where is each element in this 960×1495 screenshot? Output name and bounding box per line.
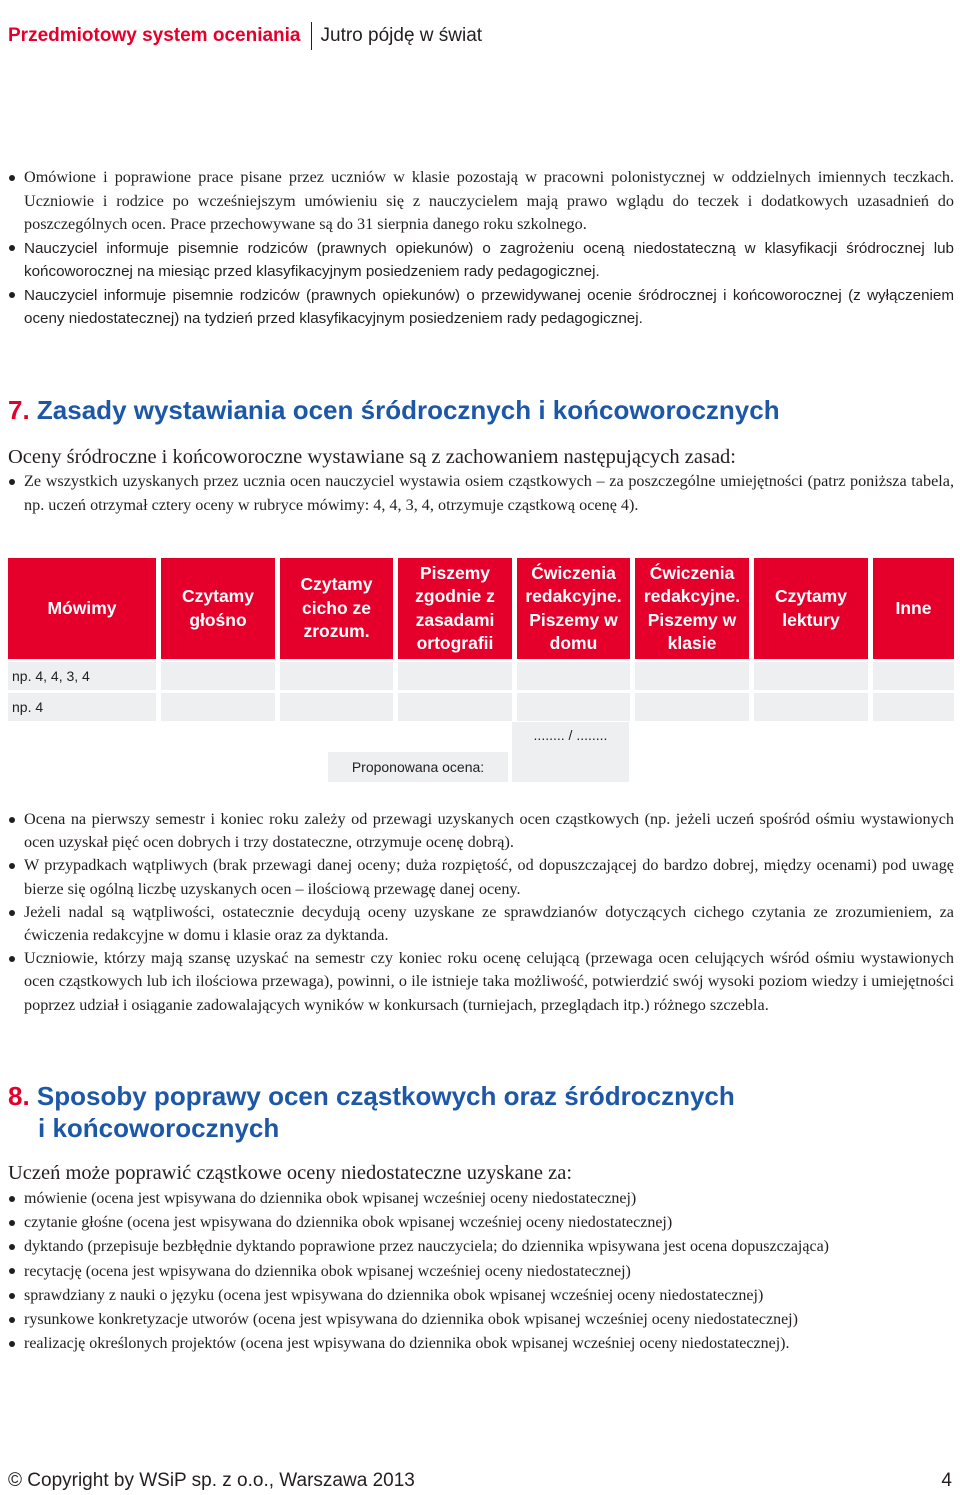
section-8-heading (8, 1080, 735, 1144)
list-item: W przypadkach wątpliwych (brak przewagi danej oceny; duża rozpiętość, od dopuszczającej do bardzo dobrej, między ocenami) pod uwagę bierze się ogólną liczbę uzyskanych ocen – ilościową przewagę danej oceny. (8, 854, 954, 900)
header-cell-piszemy-ortografia: Piszemy zgodnie z zasadami ortografii (398, 558, 512, 659)
table-cell (280, 662, 393, 690)
list-item: rysunkowe konkretyzacje utworów (ocena jest wpisywana do dziennika obok wpisanej wcześniej oceny niedostatecznej) (8, 1308, 954, 1332)
list-item: realizację określonych projektów (ocena jest wpisywana do dziennika obok wpisanej wcześniej oceny niedostatecznej). (8, 1332, 954, 1356)
list-item: Nauczyciel informuje pisemnie rodziców (prawnych opiekunów) o przewidywanej ocenie śródrocznej i końcoworocznej (z wyłączeniem oceny niedostatecznej) na tydzień przed klasyfikacyjnym posiedzeniem rady pedagogicznej. (8, 284, 954, 331)
header-cell-czytamy-glosno: Czytamy głośno (161, 558, 275, 659)
section-7-lead: Oceny śródroczne i końcoworoczne wystawiane są z zachowaniem następujących zasad: (8, 446, 737, 468)
table-cell (635, 693, 749, 721)
section-8-number: 8. (8, 1081, 30, 1111)
proposed-grade-value: ........ / ........ (512, 722, 629, 782)
section-7-intro-list (8, 470, 954, 518)
table-cell (280, 693, 393, 721)
table-row (8, 662, 954, 690)
copyright-footer: © Copyright by WSiP sp. z o.o., Warszawa 2013 (8, 1470, 415, 1491)
list-item: dyktando (przepisuje bezbłędnie dyktando poprawione przez nauczyciela; do dziennika wpisywana jest ocena dopuszczająca) (8, 1235, 954, 1259)
list-item: recytację (ocena jest wpisywana do dziennika obok wpisanej wcześniej oceny niedostatecznej) (8, 1260, 954, 1284)
page-number: 4 (941, 1470, 952, 1491)
page-header (8, 22, 482, 50)
list-item: Nauczyciel informuje pisemnie rodziców (prawnych opiekunów) o zagrożeniu oceną niedostateczną w klasyfikacji śródrocznej lub końcoworocznej na miesiąc przed klasyfikacyjnym posiedzeniem rady pedagogicznej. (8, 237, 954, 284)
header-cell-piszemy-w-klasie: Ćwiczenia redakcyjne. Piszemy w klasie (635, 558, 749, 659)
header-divider (311, 22, 312, 50)
list-item: czytanie głośne (ocena jest wpisywana do dziennika obok wpisanej wcześniej oceny niedostatecznej) (8, 1211, 954, 1235)
section-7-title: Zasady wystawiania ocen śródrocznych i końcoworocznych (36, 395, 780, 425)
list-item: Ocena na pierwszy semestr i koniec roku zależy od przewagi uzyskanych ocen cząstkowych (np. jeżeli uczeń spośród ośmiu wystawionych ocen uzyskał pięć ocen dobrych i trzy dostateczne, otrzymuje ocenę dobrą). (8, 808, 954, 854)
table-cell (635, 662, 749, 690)
header-title: Przedmiotowy system oceniania (8, 25, 301, 46)
section-8-lead: Uczeń może poprawić cząstkowe oceny niedostateczne uzyskane za: (8, 1162, 573, 1184)
table-cell (754, 662, 868, 690)
table-cell (398, 693, 512, 721)
table-cell (517, 662, 630, 690)
section-7-heading (8, 394, 780, 426)
list-item: Omówione i poprawione prace pisane przez uczniów w klasie pozostają w pracowni polonistycznej w oddzielnych imiennych teczkach. Uczniowie i rodzice po wcześniejszym umówieniu się z nauczycielem mają prawo wglądu do teczek i dodatkowych uzasadnień do poszczególnych ocen. Prace przechowywane są do 31 sierpnia danego roku szkolnego. (8, 166, 954, 237)
header-cell-lektury: Czytamy lektury (754, 558, 868, 659)
top-bullet-list (8, 166, 954, 331)
table-cell (873, 693, 954, 721)
table-cell (873, 662, 954, 690)
list-item: mówienie (ocena jest wpisywana do dziennika obok wpisanej wcześniej oceny niedostatecznej) (8, 1187, 954, 1211)
list-item: Ze wszystkich uzyskanych przez ucznia ocen nauczyciel wystawia osiem cząstkowych – za poszczególne umiejętności (patrz poniższa tabela, np. uczeń otrzymał cztery oceny w rubryce mówimy: 4, 4, 3, 4, otrzymuje cząstkową ocenę 4). (8, 470, 954, 518)
header-cell-czytamy-cicho: Czytamy cicho ze zrozum. (280, 558, 393, 659)
table-cell (754, 693, 868, 721)
proposed-grade-label: Proponowana ocena: (328, 752, 508, 782)
list-item: sprawdziany z nauki o języku (ocena jest wpisywana do dziennika obok wpisanej wcześniej oceny niedostatecznej) (8, 1284, 954, 1308)
header-cell-mowimy: Mówimy (8, 558, 156, 659)
list-item: Uczniowie, którzy mają szansę uzyskać na semestr czy koniec roku ocenę celującą (przewaga ocen celujących wśród ośmiu wystawionych ocen cząstkowych lub ich ilościowa przewaga), powinni, o ile istnieje taka możliwość, potwierdzić swój wysoki poziom wiedzy i umiejętności poprzez udział i osiąganie zadowalających wyników w konkursach (turniejach, przeglądach itp.) różnego szczebla. (8, 947, 954, 1017)
table-header-row (8, 558, 954, 659)
header-subtitle: Jutro pójdę w świat (320, 25, 483, 46)
section-8-list (8, 1187, 954, 1356)
section-8-title-line1: Sposoby poprawy ocen cząstkowych oraz śródrocznych (36, 1081, 735, 1111)
table-cell (161, 693, 275, 721)
table-cell (161, 662, 275, 690)
section-7-rules-list (8, 808, 954, 1017)
header-cell-inne: Inne (873, 558, 954, 659)
list-item: Jeżeli nadal są wątpliwości, ostatecznie decydują oceny uzyskane ze sprawdzianów dotyczących cichego czytania ze zrozumieniem, za ćwiczenia redakcyjne w domu i klasie oraz za dyktanda. (8, 901, 954, 947)
section-8-title-line2: i końcoworocznych (38, 1113, 280, 1143)
table-cell (517, 693, 630, 721)
header-cell-piszemy-w-domu: Ćwiczenia redakcyjne. Piszemy w domu (517, 558, 630, 659)
section-7-number: 7. (8, 395, 30, 425)
table-row (8, 693, 954, 721)
table-cell (398, 662, 512, 690)
row-label-cell: np. 4 (8, 693, 156, 721)
row-label-cell: np. 4, 4, 3, 4 (8, 662, 156, 690)
